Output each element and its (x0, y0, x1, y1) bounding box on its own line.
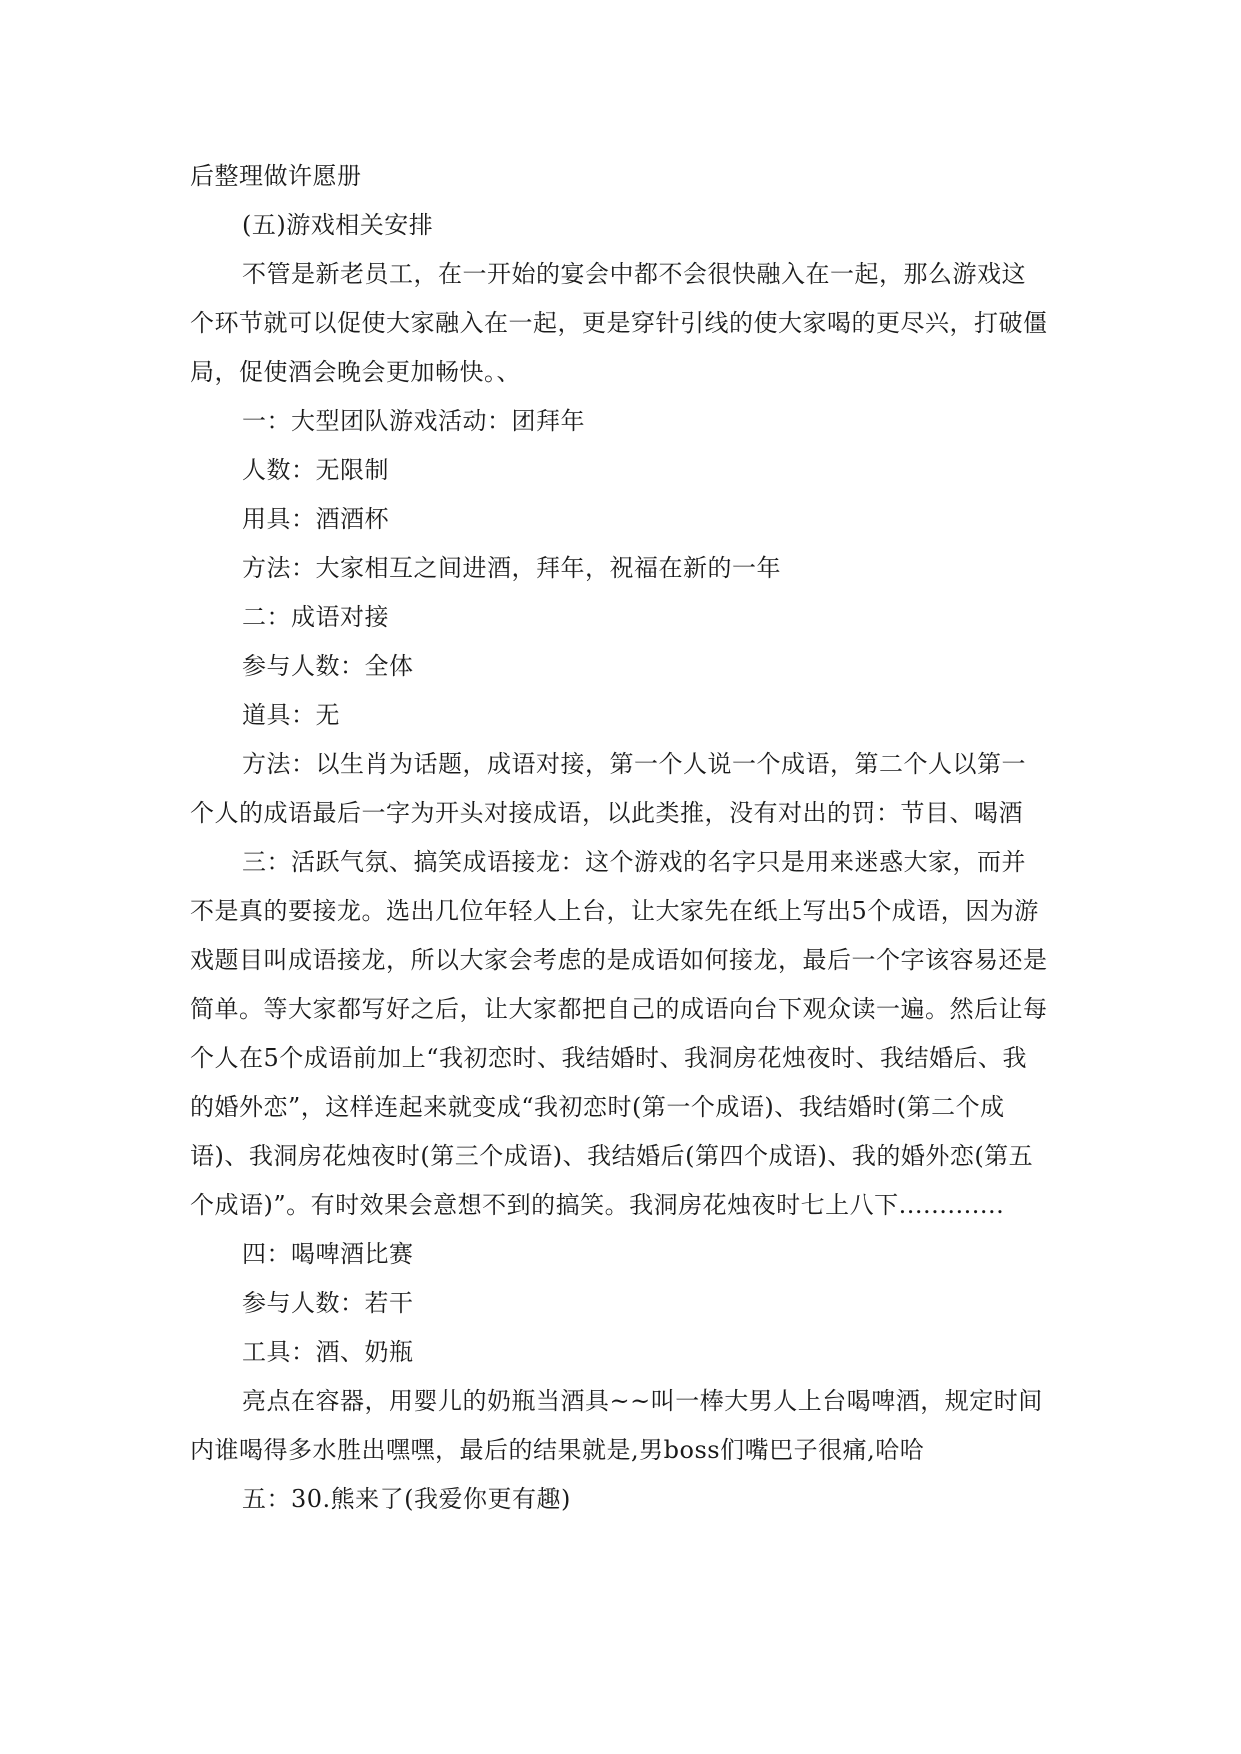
paragraph: 参与人数：若干 (242, 1289, 414, 1317)
paragraph: 工具：酒、奶瓶 (242, 1338, 414, 1366)
game-heading: 四：喝啤酒比赛 (242, 1240, 414, 1268)
paragraph: 方法：以生肖为话题，成语对接，第一个人说一个成语，第二个人以第一个人的成语最后一字为开头对接成语，以此类推，没有对出的罚：节目、喝酒 (190, 750, 1026, 827)
game-heading: 五：30.熊来了(我爱你更有趣) (242, 1485, 571, 1513)
paragraph: 方法：大家相互之间进酒，拜年，祝福在新的一年 (242, 554, 781, 582)
game-heading: 一：大型团队游戏活动：团拜年 (242, 407, 585, 435)
paragraph: 不管是新老员工，在一开始的宴会中都不会很快融入在一起，那么游戏这个环节就可以促使大家融入在一起，更是穿针引线的使大家喝的更尽兴，打破僵局，促使酒会晚会更加畅快。、 (190, 260, 1048, 386)
paragraph: 后整理做许愿册 (190, 162, 362, 190)
section-heading: (五)游戏相关安排 (242, 211, 434, 239)
paragraph: 参与人数：全体 (242, 652, 414, 680)
paragraph: 道具：无 (242, 701, 340, 729)
paragraph: 用具：酒酒杯 (242, 505, 389, 533)
game-heading: 三：活跃气氛、搞笑成语接龙：这个游戏的名字只是用来迷惑大家，而并不是真的要接龙。选出几位年轻人上台，让大家先在纸上写出5个成语，因为游戏题目叫成语接龙，所以大家会考虑的是成语如何接龙，最后一个字该容易还是简单。等大家都写好之后，让大家都把自己的成语向台下观众读一遍。然后让每个人在5个成语前加上“我初恋时、我结婚时、我洞房花烛夜时、我结婚后、我的婚外恋”，这样连起来就变成“我初恋时(第一个成语)、我结婚时(第二个成语)、我洞房花烛夜时(第三个成语)、我结婚后(第四个成语)、我的婚外恋(第五个成语)”。有时效果会意想不到的搞笑。我洞房花烛夜时七上八下............. (190, 848, 1048, 1219)
game-heading: 二：成语对接 (242, 603, 389, 631)
paragraph: 人数：无限制 (242, 456, 389, 484)
document-body (190, 152, 1050, 1524)
paragraph: 亮点在容器，用婴儿的奶瓶当酒具~~叫一棒大男人上台喝啤酒，规定时间内谁喝得多水胜出嘿嘿，最后的结果就是,男boss们嘴巴子很痛,哈哈 (190, 1387, 1043, 1464)
